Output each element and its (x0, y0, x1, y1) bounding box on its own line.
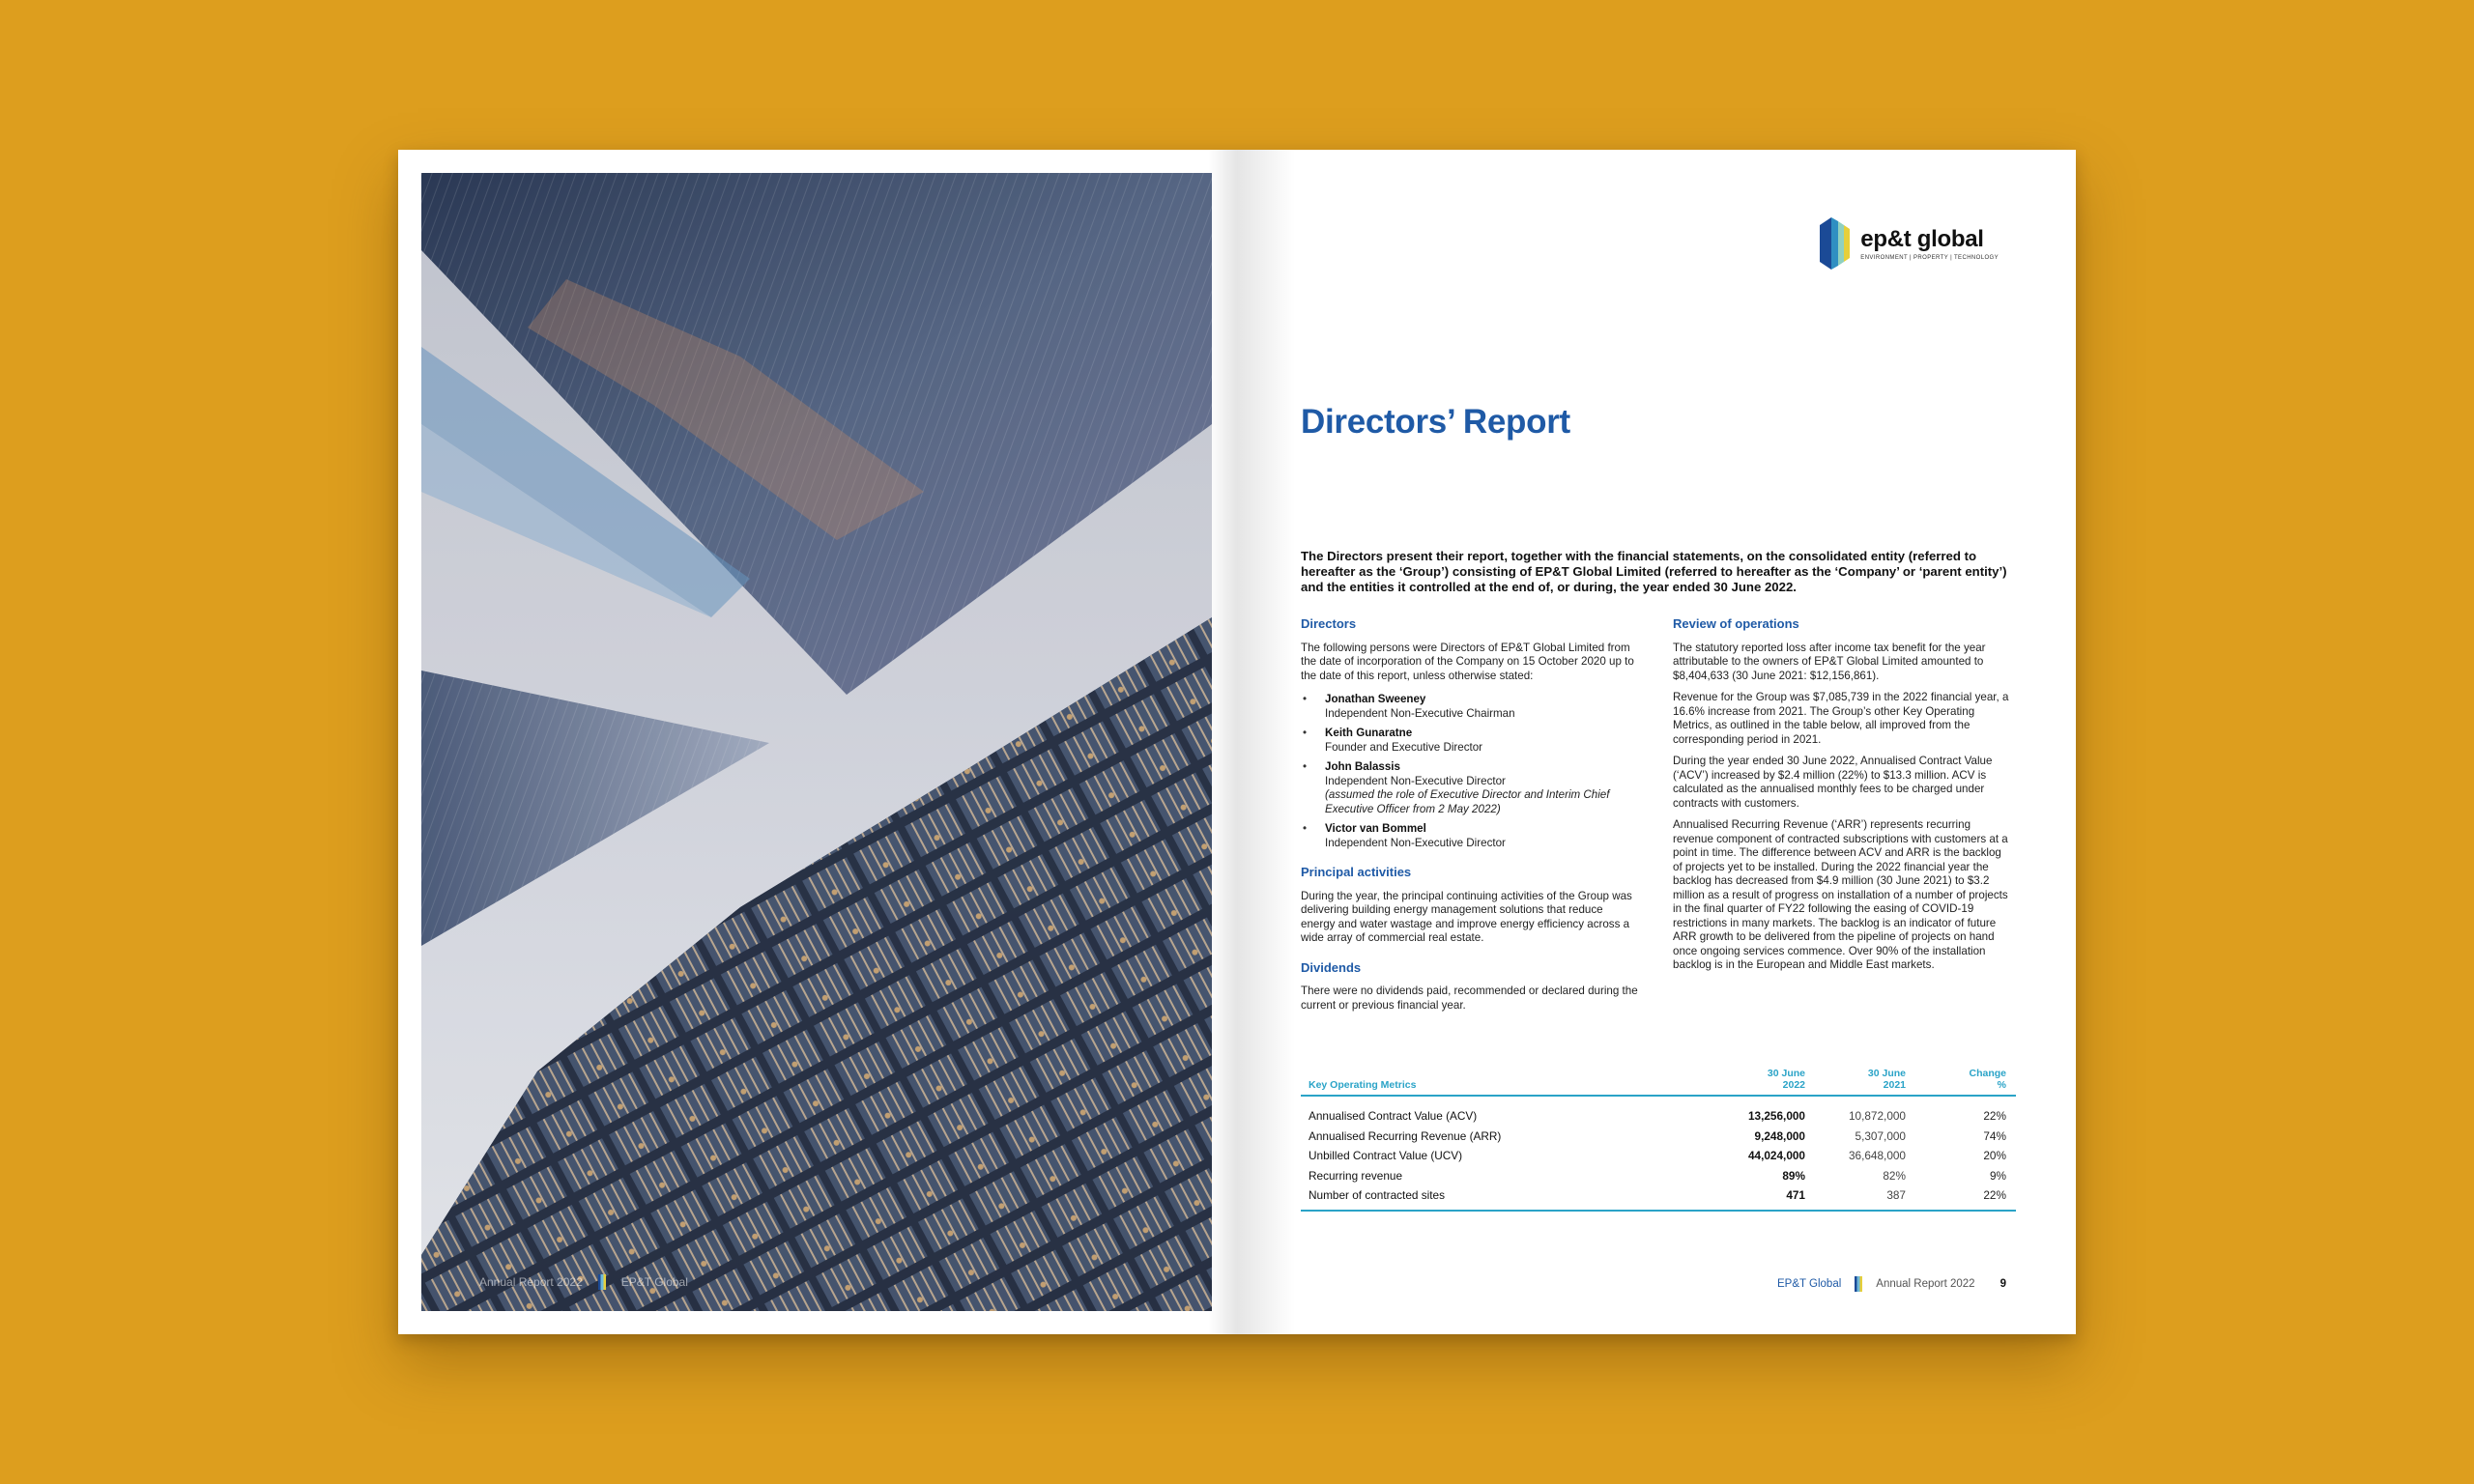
director-role: Independent Non-Executive Director (1325, 774, 1506, 787)
director-item (1301, 760, 1639, 816)
metric-label: Unbilled Contract Value (UCV) (1309, 1149, 1463, 1163)
brochure-spread (398, 150, 2076, 1334)
metric-2021: 82% (1883, 1168, 1906, 1183)
left-page-footer (479, 1274, 688, 1290)
table-header (1301, 1068, 2016, 1097)
table-row (1309, 1146, 2006, 1166)
metric-2021: 5,307,000 (1855, 1128, 1906, 1143)
table-header-change (1906, 1068, 2006, 1091)
logo-text (1860, 226, 1999, 261)
metric-2022: 89% (1782, 1168, 1805, 1183)
dividends-heading: Dividends (1301, 959, 1362, 975)
table-row (1309, 1127, 2006, 1147)
logo-tagline: ENVIRONMENT | PROPERTY | TECHNOLOGY (1860, 255, 1999, 261)
table-header-label: Key Operating Metrics (1309, 1079, 1417, 1091)
directors-text: The following persons were Directors of EP&T Global Limited from the date of incorporation of the Company on 15 October 2020 up to the date of this report, unless otherwise stated: (1301, 641, 1634, 682)
table-row (1309, 1166, 2006, 1186)
metric-change: 22% (1983, 1109, 2006, 1124)
review-heading: Review of operations (1673, 616, 1799, 631)
review-paragraph: Annualised Recurring Revenue (‘ARR’) represents recurring revenue component of contracted subscriptions with customers at a point in time. The difference between ACV and ARR is the backlog of projects yet to be installed. During the 2022 financial year the backlog has decreased from $4.9 million (30 June 2021) to $3.2 million as a result of progress on installation of a number of projects in the final quarter of FY22 following the easing of COVID-19 restrictions in many markets. The backlog is an indicator of future ARR growth to be delivered from the pipeline of projects on hand once ongoing services commence. Over 90% of the installation backlog is in the European and Middle East markets. (1673, 818, 2008, 971)
building-photo (421, 173, 1212, 1311)
review-paragraph: During the year ended 30 June 2022, Annualised Contract Value (‘ACV’) increased by $2.4 million (22%) to $13.3 million. ACV is calculated as the annualised monthly fees to be charged under contracts with customers. (1673, 755, 1993, 810)
page-number: 9 (1999, 1278, 2006, 1290)
logo-wordmark: ep&t global (1860, 226, 1984, 252)
directors-list (1301, 693, 1639, 850)
header-line: 30 June (1867, 1068, 1906, 1079)
right-page (1237, 150, 2076, 1334)
footer-brand: EP&T Global (1777, 1278, 1842, 1290)
metric-2022: 471 (1786, 1188, 1805, 1203)
brand-mark-icon (598, 1274, 606, 1290)
company-logo (1820, 217, 1999, 270)
left-footer-report: Annual Report 2022 (479, 1275, 583, 1289)
gutter-shadow (1208, 150, 1237, 1334)
metric-label: Number of contracted sites (1309, 1188, 1445, 1203)
review-paragraph: The statutory reported loss after income tax benefit for the year attributable to the owners of EP&T Global Limited amounted to $8,404,633 (30 June 2021: $12,156,861). (1673, 641, 1986, 682)
key-metrics-table (1301, 1068, 2016, 1212)
principal-activities-heading: Principal activities (1301, 865, 1412, 879)
header-line: Change (1969, 1068, 2006, 1079)
header-line: 2022 (1782, 1079, 1805, 1091)
metric-change: 74% (1983, 1128, 2006, 1143)
director-item (1301, 822, 1639, 850)
left-page (398, 150, 1237, 1334)
right-column (1673, 617, 2011, 981)
table-header-2021 (1805, 1068, 1906, 1091)
metric-2021: 387 (1886, 1188, 1906, 1203)
intro-paragraph: The Directors present their report, together with the financial statements, on the consolidated entity (referred to hereafter as the ‘Group’) consisting of EP&T Global Limited (referred to hereafter as the ‘Company’ or ‘parent entity’) and the entities it controlled at the end of, or during, the year ended 30 June 2022. (1301, 549, 2007, 594)
metric-change: 20% (1983, 1149, 2006, 1163)
page-title: Directors’ Report (1301, 403, 1570, 441)
metric-change: 9% (1989, 1168, 2006, 1183)
logo-mark-icon (1820, 217, 1851, 270)
director-item (1301, 727, 1639, 755)
footer-report: Annual Report 2022 (1876, 1278, 1975, 1290)
table-header-2022 (1705, 1068, 1805, 1091)
director-name: • Jonathan Sweeney (1325, 693, 1426, 705)
director-note: (assumed the role of Executive Director and Interim Chief Executive Officer from 2 May 2022) (1325, 788, 1610, 815)
right-page-footer (1777, 1276, 2006, 1292)
director-item (1301, 693, 1639, 721)
metric-label: Annualised Contract Value (ACV) (1309, 1109, 1478, 1124)
gutter-shadow (1237, 150, 1295, 1334)
brand-mark-icon (1855, 1276, 1862, 1292)
director-role: Independent Non-Executive Chairman (1325, 706, 1515, 720)
metric-label: Recurring revenue (1309, 1168, 1403, 1183)
header-line: 30 June (1767, 1068, 1805, 1079)
director-name: • Keith Gunaratne (1325, 727, 1413, 739)
principal-activities-text: During the year, the principal continuing activities of the Group was delivering building energy management solutions that reduce energy and water wastage and improve energy efficiency across a wide array of commercial real estate. (1301, 889, 1632, 944)
dividends-text: There were no dividends paid, recommended or declared during the current or previous financial year. (1301, 985, 1638, 1012)
table-row (1309, 1106, 2006, 1127)
director-role: Independent Non-Executive Director (1325, 836, 1506, 849)
metric-2022: 9,248,000 (1754, 1128, 1805, 1143)
metric-2022: 44,024,000 (1747, 1149, 1805, 1163)
table-body (1301, 1097, 2016, 1212)
left-column (1301, 617, 1639, 1020)
table-row (1309, 1185, 2006, 1206)
directors-heading: Directors (1301, 616, 1357, 631)
metric-2021: 36,648,000 (1848, 1149, 1906, 1163)
header-line: 2021 (1883, 1079, 1906, 1091)
director-name: • Victor van Bommel (1325, 822, 1426, 835)
review-paragraph: Revenue for the Group was $7,085,739 in the 2022 financial year, a 16.6% increase from 2021. The Group’s other Key Operating Metrics, as outlined in the table below, all improved from the corresponding period in 2021. (1673, 691, 2009, 746)
metric-change: 22% (1983, 1188, 2006, 1203)
metric-2022: 13,256,000 (1747, 1109, 1805, 1124)
director-name: • John Balassis (1325, 760, 1400, 773)
header-line: % (1997, 1079, 2006, 1091)
metric-2021: 10,872,000 (1848, 1109, 1906, 1124)
left-footer-brand: EP&T Global (620, 1275, 688, 1289)
director-role: Founder and Executive Director (1325, 740, 1483, 754)
metric-label: Annualised Recurring Revenue (ARR) (1309, 1128, 1502, 1143)
